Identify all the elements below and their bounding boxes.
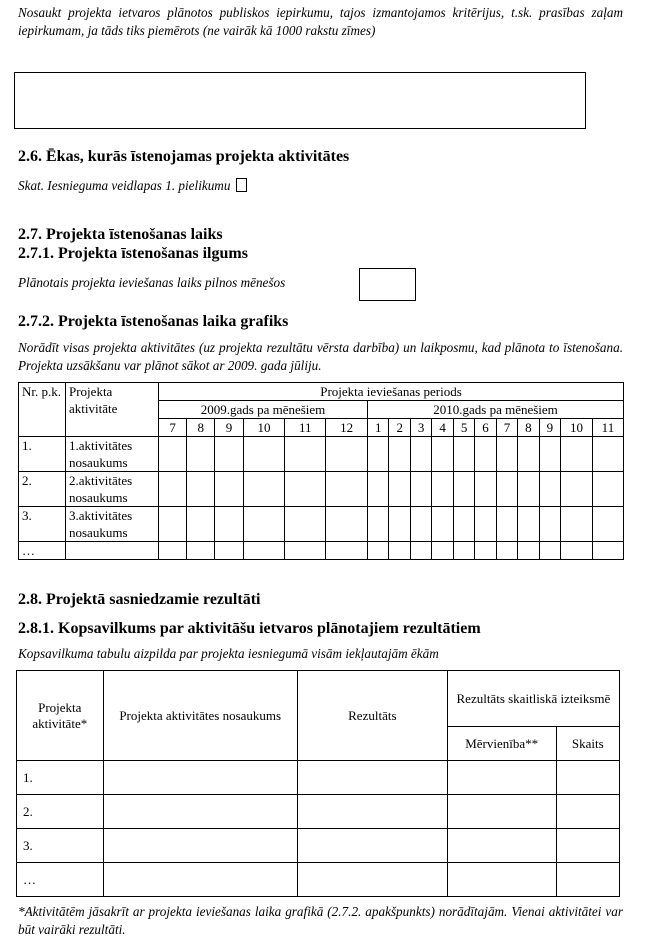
schedule-cell[interactable] bbox=[592, 472, 623, 507]
results-cell[interactable] bbox=[103, 795, 297, 829]
annex-reference-note bbox=[18, 178, 247, 194]
results-table bbox=[16, 670, 620, 897]
results-header-name: Projekta aktivitātes nosaukums bbox=[103, 671, 297, 761]
schedule-cell[interactable] bbox=[561, 437, 593, 472]
results-cell[interactable] bbox=[447, 761, 556, 795]
schedule-header-activity: Projekta aktivitāte bbox=[66, 383, 159, 437]
footnote: *Aktivitātēm jāsakrīt ar projekta ieviešanas laika grafikā (2.7.2. apakšpunkts) norādītajām. Vienai aktivitātei var būt vairāki rezultāti. bbox=[18, 904, 623, 937]
schedule-cell[interactable] bbox=[410, 472, 431, 507]
schedule-cell[interactable] bbox=[243, 542, 285, 560]
schedule-row bbox=[19, 542, 624, 560]
row-nr: 1. bbox=[19, 437, 66, 472]
schedule-cell[interactable] bbox=[410, 507, 431, 542]
schedule-cell[interactable] bbox=[410, 437, 431, 472]
month-cell: 6 bbox=[475, 419, 496, 437]
schedule-row bbox=[19, 472, 624, 507]
schedule-cell[interactable] bbox=[368, 437, 389, 472]
results-row bbox=[17, 795, 620, 829]
results-cell[interactable] bbox=[103, 761, 297, 795]
procurement-text-box[interactable] bbox=[14, 72, 586, 129]
summary-note: Kopsavilkuma tabulu aizpilda par projekta iesniegumā visām iekļautajām ēkām bbox=[18, 646, 439, 661]
row-nr: 3. bbox=[19, 507, 66, 542]
schedule-cell[interactable] bbox=[187, 507, 215, 542]
schedule-cell[interactable] bbox=[159, 472, 187, 507]
schedule-cell[interactable] bbox=[285, 437, 326, 472]
results-cell[interactable] bbox=[556, 761, 619, 795]
schedule-cell[interactable] bbox=[518, 437, 539, 472]
schedule-cell[interactable] bbox=[187, 437, 215, 472]
schedule-cell[interactable] bbox=[159, 437, 187, 472]
section-2-7-heading: 2.7. Projekta īstenošanas laiks bbox=[18, 226, 223, 243]
schedule-cell[interactable] bbox=[475, 472, 496, 507]
schedule-header-year-2009: 2009.gads pa mēnešiem bbox=[159, 401, 368, 419]
intro-text: Nosaukt projekta ietvaros plānotos publiskos iepirkumu, tajos izmantojamos kritērijus, t.sk. prasības zaļam iepirkumam, ja tāds tiks piemērots (ne vairāk kā 1000 rakstu zīmes) bbox=[18, 5, 623, 38]
results-cell[interactable] bbox=[297, 829, 447, 863]
month-cell: 1 bbox=[368, 419, 389, 437]
results-cell[interactable] bbox=[297, 863, 447, 897]
schedule-cell[interactable] bbox=[592, 542, 623, 560]
schedule-cell[interactable] bbox=[326, 437, 368, 472]
schedule-header-nr: Nr. p.k. bbox=[19, 383, 66, 437]
results-row bbox=[17, 863, 620, 897]
schedule-cell[interactable] bbox=[159, 542, 187, 560]
results-header-count: Skaits bbox=[556, 727, 619, 761]
row-activity: 3.aktivitātes nosaukums bbox=[66, 507, 159, 542]
month-cell: 3 bbox=[410, 419, 431, 437]
schedule-cell[interactable] bbox=[518, 542, 539, 560]
results-row-nr: 1. bbox=[17, 761, 104, 795]
schedule-cell[interactable] bbox=[215, 542, 243, 560]
duration-input-box[interactable] bbox=[359, 268, 416, 301]
results-cell[interactable] bbox=[447, 795, 556, 829]
results-header-result: Rezultāts bbox=[297, 671, 447, 761]
schedule-cell[interactable] bbox=[475, 507, 496, 542]
schedule-cell[interactable] bbox=[389, 542, 410, 560]
month-cell: 7 bbox=[496, 419, 517, 437]
month-cell: 12 bbox=[326, 419, 368, 437]
schedule-cell[interactable] bbox=[368, 542, 389, 560]
duration-label: Plānotais projekta ieviešanas laiks pilnos mēnešos bbox=[18, 275, 286, 290]
schedule-cell[interactable] bbox=[432, 507, 453, 542]
results-row bbox=[17, 829, 620, 863]
schedule-note: Norādīt visas projekta aktivitātes (uz projekta rezultātu vērsta darbība) un laikposmu, kad plānota to īstenošana. Projekta uzsākšanu var plānot sākot ar 2009. gada jūliju. bbox=[18, 340, 623, 373]
schedule-cell[interactable] bbox=[368, 472, 389, 507]
schedule-cell[interactable] bbox=[326, 542, 368, 560]
row-nr: … bbox=[19, 542, 66, 560]
schedule-cell[interactable] bbox=[592, 437, 623, 472]
schedule-cell[interactable] bbox=[539, 507, 560, 542]
month-cell: 8 bbox=[187, 419, 215, 437]
results-row bbox=[17, 761, 620, 795]
schedule-cell[interactable] bbox=[326, 507, 368, 542]
schedule-cell[interactable] bbox=[453, 472, 474, 507]
schedule-cell[interactable] bbox=[518, 507, 539, 542]
month-cell: 7 bbox=[159, 419, 187, 437]
schedule-cell[interactable] bbox=[159, 507, 187, 542]
results-row-nr: 2. bbox=[17, 795, 104, 829]
schedule-cell[interactable] bbox=[475, 437, 496, 472]
row-nr: 2. bbox=[19, 472, 66, 507]
schedule-cell[interactable] bbox=[561, 507, 593, 542]
results-cell[interactable] bbox=[297, 761, 447, 795]
annex-reference-text: Skat. Iesnieguma veidlapas 1. pielikumu bbox=[18, 178, 231, 193]
schedule-cell[interactable] bbox=[389, 437, 410, 472]
schedule-cell[interactable] bbox=[475, 542, 496, 560]
results-row-nr: … bbox=[17, 863, 104, 897]
section-2-6-heading: 2.6. Ēkas, kurās īstenojamas projekta aktivitātes bbox=[18, 148, 350, 165]
schedule-cell[interactable] bbox=[215, 507, 243, 542]
schedule-row bbox=[19, 507, 624, 542]
schedule-cell[interactable] bbox=[496, 542, 517, 560]
schedule-cell[interactable] bbox=[410, 542, 431, 560]
results-row-nr: 3. bbox=[17, 829, 104, 863]
schedule-cell[interactable] bbox=[285, 507, 326, 542]
row-activity bbox=[66, 542, 159, 560]
results-cell[interactable] bbox=[297, 795, 447, 829]
schedule-cell[interactable] bbox=[389, 507, 410, 542]
results-header-numeric: Rezultāts skaitliskā izteiksmē bbox=[447, 671, 619, 727]
schedule-cell[interactable] bbox=[215, 472, 243, 507]
results-cell[interactable] bbox=[103, 829, 297, 863]
schedule-cell[interactable] bbox=[368, 507, 389, 542]
schedule-cell[interactable] bbox=[243, 472, 285, 507]
schedule-cell[interactable] bbox=[187, 472, 215, 507]
results-cell[interactable] bbox=[556, 795, 619, 829]
month-cell: 2 bbox=[389, 419, 410, 437]
schedule-cell[interactable] bbox=[496, 472, 517, 507]
results-cell[interactable] bbox=[103, 863, 297, 897]
schedule-cell[interactable] bbox=[518, 472, 539, 507]
month-cell: 11 bbox=[285, 419, 326, 437]
schedule-cell[interactable] bbox=[496, 437, 517, 472]
results-cell[interactable] bbox=[556, 829, 619, 863]
month-cell: 8 bbox=[518, 419, 539, 437]
schedule-cell[interactable] bbox=[539, 437, 560, 472]
schedule-cell[interactable] bbox=[215, 437, 243, 472]
results-cell[interactable] bbox=[556, 863, 619, 897]
month-cell: 9 bbox=[539, 419, 560, 437]
schedule-cell[interactable] bbox=[243, 507, 285, 542]
section-2-8-1-heading: 2.8.1. Kopsavilkums par aktivitāšu ietvaros plānotajiem rezultātiem bbox=[18, 620, 481, 637]
schedule-cell[interactable] bbox=[432, 542, 453, 560]
schedule-cell[interactable] bbox=[453, 507, 474, 542]
schedule-cell[interactable] bbox=[243, 437, 285, 472]
schedule-cell[interactable] bbox=[389, 472, 410, 507]
section-2-8-heading: 2.8. Projektā sasniedzamie rezultāti bbox=[18, 591, 261, 608]
results-header-activity: Projekta aktivitāte* bbox=[17, 671, 104, 761]
row-activity: 2.aktivitātes nosaukums bbox=[66, 472, 159, 507]
schedule-cell[interactable] bbox=[561, 542, 593, 560]
schedule-cell[interactable] bbox=[539, 542, 560, 560]
schedule-cell[interactable] bbox=[453, 542, 474, 560]
schedule-cell[interactable] bbox=[592, 507, 623, 542]
schedule-cell[interactable] bbox=[561, 472, 593, 507]
schedule-cell[interactable] bbox=[496, 507, 517, 542]
month-cell: 10 bbox=[243, 419, 285, 437]
schedule-header-year-2010: 2010.gads pa mēnešiem bbox=[368, 401, 624, 419]
results-cell[interactable] bbox=[447, 863, 556, 897]
schedule-cell[interactable] bbox=[432, 472, 453, 507]
schedule-row bbox=[19, 437, 624, 472]
schedule-cell[interactable] bbox=[539, 472, 560, 507]
month-cell: 5 bbox=[453, 419, 474, 437]
month-cell: 9 bbox=[215, 419, 243, 437]
row-activity: 1.aktivitātes nosaukums bbox=[66, 437, 159, 472]
section-2-7-2-heading: 2.7.2. Projekta īstenošanas laika grafiks bbox=[18, 313, 289, 330]
results-header-unit: Mērvienība** bbox=[447, 727, 556, 761]
schedule-cell[interactable] bbox=[187, 542, 215, 560]
schedule-cell[interactable] bbox=[285, 472, 326, 507]
checkbox-icon[interactable] bbox=[236, 178, 247, 192]
month-cell: 11 bbox=[592, 419, 623, 437]
schedule-cell[interactable] bbox=[432, 437, 453, 472]
schedule-cell[interactable] bbox=[326, 472, 368, 507]
schedule-table bbox=[18, 382, 624, 560]
schedule-cell[interactable] bbox=[453, 437, 474, 472]
schedule-cell[interactable] bbox=[285, 542, 326, 560]
section-2-7-1-heading: 2.7.1. Projekta īstenošanas ilgums bbox=[18, 245, 248, 262]
results-cell[interactable] bbox=[447, 829, 556, 863]
schedule-header-period: Projekta ieviešanas periods bbox=[159, 383, 624, 401]
month-cell: 4 bbox=[432, 419, 453, 437]
month-cell: 10 bbox=[561, 419, 593, 437]
